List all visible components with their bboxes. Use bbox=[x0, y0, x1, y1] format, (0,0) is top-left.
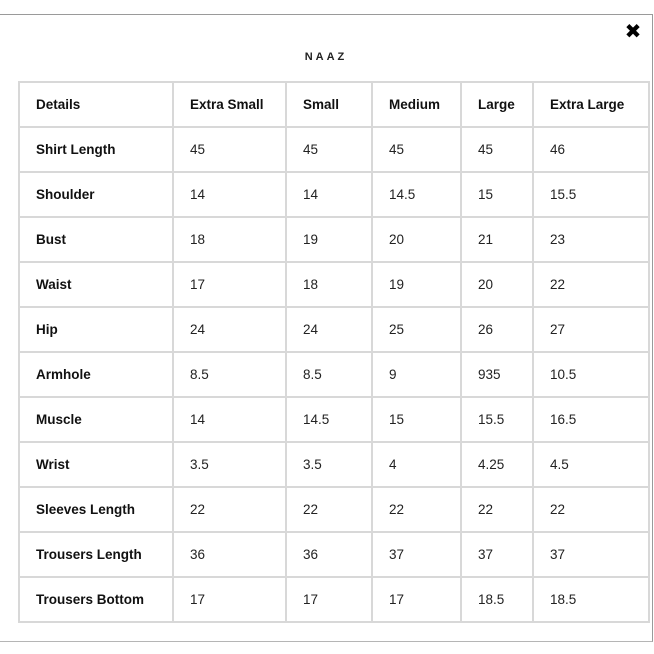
table-row bbox=[20, 173, 648, 216]
row-label: Sleeves Length bbox=[20, 488, 172, 531]
row-label: Bust bbox=[20, 218, 172, 261]
table-cell: 4.25 bbox=[462, 443, 532, 486]
table-cell: 10.5 bbox=[534, 353, 648, 396]
table-row bbox=[20, 308, 648, 351]
table-cell: 17 bbox=[373, 578, 460, 621]
size-chart-table bbox=[18, 81, 650, 623]
table-row bbox=[20, 128, 648, 171]
table-cell: 45 bbox=[462, 128, 532, 171]
table-cell: 22 bbox=[287, 488, 371, 531]
table-cell: 17 bbox=[287, 578, 371, 621]
table-cell: 17 bbox=[174, 578, 285, 621]
table-cell: 20 bbox=[462, 263, 532, 306]
table-cell: 46 bbox=[534, 128, 648, 171]
row-label: Muscle bbox=[20, 398, 172, 441]
table-row bbox=[20, 263, 648, 306]
table-cell: 14 bbox=[287, 173, 371, 216]
table-cell: 18.5 bbox=[462, 578, 532, 621]
table-cell: 45 bbox=[287, 128, 371, 171]
table-cell: 15 bbox=[373, 398, 460, 441]
table-cell: 20 bbox=[373, 218, 460, 261]
brand-title: NAAZ bbox=[304, 51, 348, 63]
row-label: Hip bbox=[20, 308, 172, 351]
size-chart-modal bbox=[0, 14, 653, 642]
row-label: Shoulder bbox=[20, 173, 172, 216]
table-cell: 25 bbox=[373, 308, 460, 351]
table-cell: 18 bbox=[174, 218, 285, 261]
header-extra-small: Extra Small bbox=[174, 83, 285, 126]
table-cell: 37 bbox=[462, 533, 532, 576]
close-icon[interactable]: ✖ bbox=[624, 21, 642, 43]
header-small: Small bbox=[287, 83, 371, 126]
table-cell: 37 bbox=[534, 533, 648, 576]
table-cell: 3.5 bbox=[287, 443, 371, 486]
table-cell: 22 bbox=[534, 488, 648, 531]
row-label: Armhole bbox=[20, 353, 172, 396]
table-cell: 22 bbox=[174, 488, 285, 531]
table-cell: 21 bbox=[462, 218, 532, 261]
table-cell: 14.5 bbox=[373, 173, 460, 216]
table-cell: 3.5 bbox=[174, 443, 285, 486]
table-cell: 45 bbox=[373, 128, 460, 171]
table-cell: 8.5 bbox=[287, 353, 371, 396]
table-cell: 26 bbox=[462, 308, 532, 351]
table-cell: 9 bbox=[373, 353, 460, 396]
table-cell: 4 bbox=[373, 443, 460, 486]
table-header-row bbox=[20, 83, 648, 126]
table-row bbox=[20, 398, 648, 441]
table-cell: 14.5 bbox=[287, 398, 371, 441]
table-cell: 22 bbox=[373, 488, 460, 531]
table-cell: 37 bbox=[373, 533, 460, 576]
table-row bbox=[20, 353, 648, 396]
table-row bbox=[20, 578, 648, 621]
table-cell: 22 bbox=[534, 263, 648, 306]
table-cell: 36 bbox=[174, 533, 285, 576]
table-cell: 15 bbox=[462, 173, 532, 216]
row-label: Wrist bbox=[20, 443, 172, 486]
table-cell: 19 bbox=[373, 263, 460, 306]
table-row bbox=[20, 488, 648, 531]
table-cell: 17 bbox=[174, 263, 285, 306]
table-cell: 24 bbox=[287, 308, 371, 351]
header-medium: Medium bbox=[373, 83, 460, 126]
table-cell: 22 bbox=[462, 488, 532, 531]
table-cell: 24 bbox=[174, 308, 285, 351]
table-cell: 18 bbox=[287, 263, 371, 306]
table-cell: 45 bbox=[174, 128, 285, 171]
table-cell: 14 bbox=[174, 398, 285, 441]
table-cell: 15.5 bbox=[534, 173, 648, 216]
table-cell: 23 bbox=[534, 218, 648, 261]
table-cell: 8.5 bbox=[174, 353, 285, 396]
table-row bbox=[20, 218, 648, 261]
table-cell: 935 bbox=[462, 353, 532, 396]
table-cell: 19 bbox=[287, 218, 371, 261]
table-cell: 27 bbox=[534, 308, 648, 351]
table-row bbox=[20, 443, 648, 486]
table-cell: 15.5 bbox=[462, 398, 532, 441]
table-cell: 14 bbox=[174, 173, 285, 216]
header-large: Large bbox=[462, 83, 532, 126]
row-label: Waist bbox=[20, 263, 172, 306]
header-details: Details bbox=[20, 83, 172, 126]
table-cell: 18.5 bbox=[534, 578, 648, 621]
table-cell: 4.5 bbox=[534, 443, 648, 486]
table-row bbox=[20, 533, 648, 576]
table-cell: 16.5 bbox=[534, 398, 648, 441]
row-label: Trousers Length bbox=[20, 533, 172, 576]
row-label: Trousers Bottom bbox=[20, 578, 172, 621]
row-label: Shirt Length bbox=[20, 128, 172, 171]
table-cell: 36 bbox=[287, 533, 371, 576]
header-extra-large: Extra Large bbox=[534, 83, 648, 126]
